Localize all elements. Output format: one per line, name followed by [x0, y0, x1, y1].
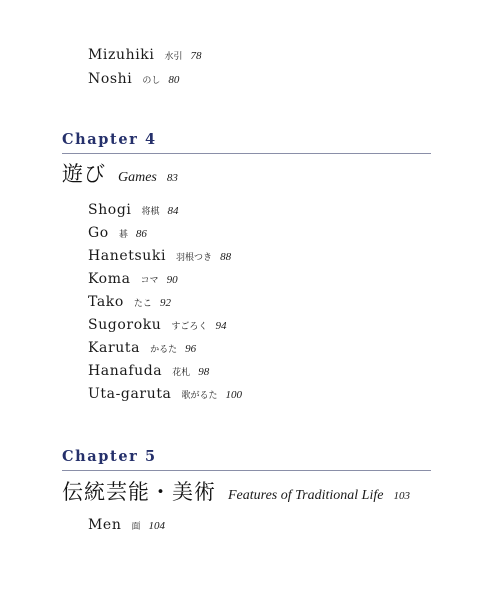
entry-page-number: 90	[166, 274, 178, 286]
entry-title: Uta-garuta	[88, 386, 172, 402]
entry-japanese: 碁	[118, 230, 128, 240]
entry-page-number: 80	[168, 74, 180, 86]
toc-entry-hanetsuki[interactable]	[88, 248, 231, 264]
entry-title: Go	[88, 225, 109, 241]
entry-japanese: のし	[142, 76, 161, 86]
chapter-title-english: Games	[118, 170, 157, 185]
chapter-4-divider	[62, 153, 431, 154]
toc-entry-noshi[interactable]	[88, 71, 179, 87]
toc-entry-hanafuda[interactable]	[88, 363, 209, 379]
chapter-5-label: Chapter 5	[62, 448, 157, 465]
toc-entry-karuta[interactable]	[88, 340, 196, 356]
entry-japanese: 面	[131, 522, 141, 532]
toc-entry-mizuhiki[interactable]	[88, 47, 201, 63]
entry-page-number: 94	[215, 320, 227, 332]
chapter-page-number: 103	[393, 490, 410, 502]
toc-entry-koma[interactable]	[88, 271, 178, 287]
chapter-title-japanese: 遊び	[62, 162, 106, 186]
chapter-title-english: Features of Traditional Life	[228, 488, 384, 503]
entry-title: Shogi	[88, 202, 132, 218]
entry-japanese: 水引	[164, 52, 183, 62]
entry-page-number: 78	[190, 50, 202, 62]
entry-title: Noshi	[88, 71, 133, 87]
entry-title: Hanafuda	[88, 363, 163, 379]
entry-page-number: 92	[159, 297, 171, 309]
entry-page-number: 84	[167, 205, 179, 217]
entry-title: Tako	[88, 294, 124, 310]
chapter-5-divider	[62, 470, 431, 471]
entry-japanese: 歌がるた	[181, 391, 218, 401]
toc-entry-shogi[interactable]	[88, 202, 179, 218]
chapter-title-japanese: 伝統芸能・美術	[62, 480, 216, 504]
entry-japanese: すごろく	[171, 322, 208, 332]
entry-title: Men	[88, 517, 122, 533]
entry-page-number: 96	[185, 343, 197, 355]
entry-title: Hanetsuki	[88, 248, 167, 264]
entry-title: Sugoroku	[88, 317, 162, 333]
entry-japanese: かるた	[150, 345, 178, 355]
entry-page-number: 100	[225, 389, 243, 401]
entry-page-number: 86	[135, 228, 147, 240]
toc-entry-uta-garuta[interactable]	[88, 386, 242, 402]
entry-title: Mizuhiki	[88, 47, 155, 63]
toc-entry-tako[interactable]	[88, 294, 171, 310]
entry-page-number: 98	[198, 366, 210, 378]
entry-japanese: コマ	[140, 276, 159, 286]
toc-entry-men[interactable]	[88, 517, 165, 533]
toc-entry-go[interactable]	[88, 225, 147, 241]
toc-entry-sugoroku[interactable]	[88, 317, 226, 333]
entry-japanese: 将棋	[141, 207, 160, 217]
entry-page-number: 88	[220, 251, 232, 263]
chapter-4-label: Chapter 4	[62, 131, 157, 148]
chapter-page-number: 83	[166, 172, 178, 184]
entry-japanese: 花札	[172, 368, 191, 378]
entry-title: Karuta	[88, 340, 141, 356]
entry-japanese: たこ	[133, 299, 152, 309]
entry-title: Koma	[88, 271, 131, 287]
entry-japanese: 羽根つき	[176, 253, 213, 263]
chapter-4-title[interactable]	[62, 158, 178, 188]
entry-page-number: 104	[148, 520, 165, 532]
chapter-5-title[interactable]	[62, 476, 410, 506]
